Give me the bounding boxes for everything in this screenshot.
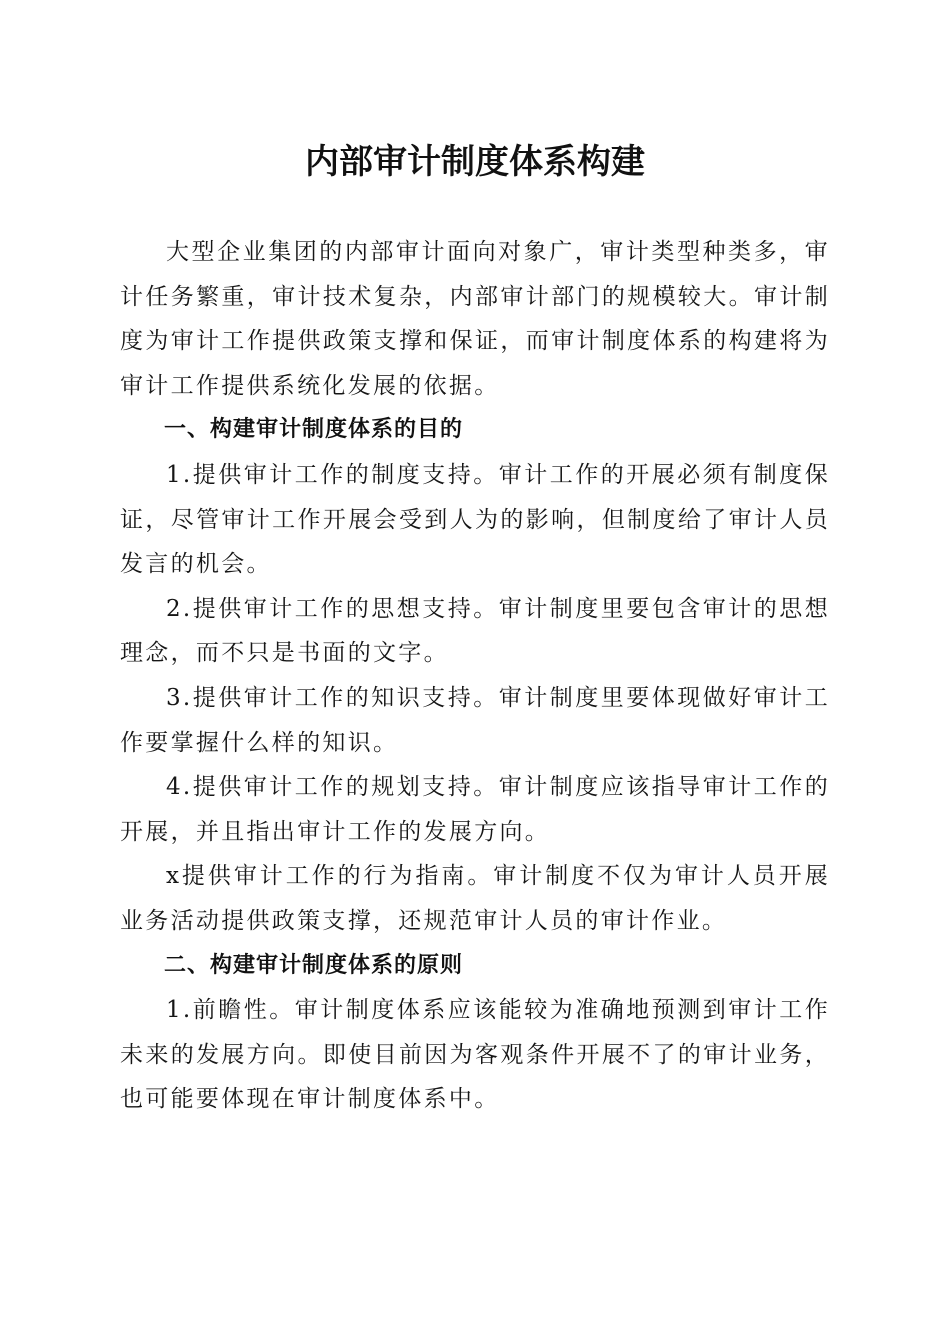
purpose-item: 4.提供审计工作的规划支持。审计制度应该指导审计工作的开展，并且指出审计工作的发展方向。 [120, 774, 830, 845]
document-title: 内部审计制度体系构建 [305, 142, 645, 182]
purpose-item: x提供审计工作的行为指南。审计制度不仅为审计人员开展业务活动提供政策支撑，还规范审计人员的审计作业。 [120, 863, 830, 934]
purpose-item: 1.提供审计工作的制度支持。审计工作的开展必须有制度保证，尽管审计工作开展会受到人为的影响，但制度给了审计人员发言的机会。 [120, 461, 830, 578]
principle-item: 1.前瞻性。审计制度体系应该能较为准确地预测到审计工作未来的发展方向。即使目前因为客观条件开展不了的审计业务，也可能要体现在审计制度体系中。 [120, 997, 830, 1113]
document-body [120, 230, 830, 1122]
purpose-item: 2.提供审计工作的思想支持。审计制度里要包含审计的思想理念，而不只是书面的文字。 [120, 595, 830, 667]
purpose-item: 3.提供审计工作的知识支持。审计制度里要体现做好审计工作要掌握什么样的知识。 [120, 684, 830, 756]
section-heading-principles: 二、构建审计制度体系的原则 [164, 952, 464, 978]
intro-paragraph: 大型企业集团的内部审计面向对象广，审计类型种类多，审计任务繁重，审计技术复杂，内部审计部门的规模较大。审计制度为审计工作提供政策支撑和保证，而审计制度体系的构建将为审计工作提供系统化发展的依据。 [120, 239, 830, 399]
section-heading-purpose: 一、构建审计制度体系的目的 [164, 417, 464, 443]
